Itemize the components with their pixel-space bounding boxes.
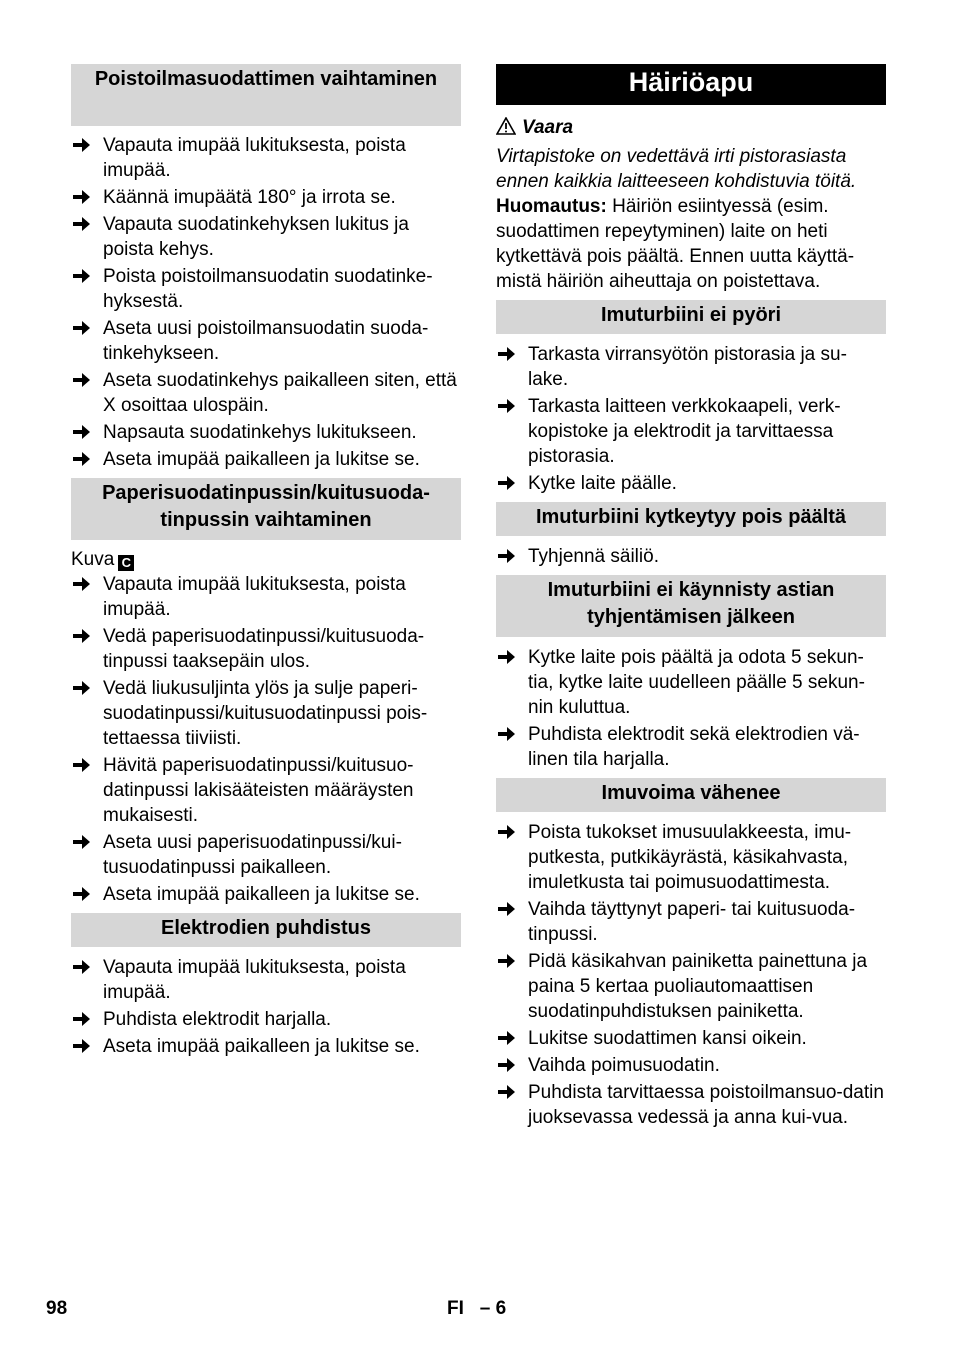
step-text: Aseta uusi paperisuodatinpussi/kui-tusuodatinpussi paikalleen. [103,832,402,878]
language-page-indicator: FI – 6 [447,1298,507,1319]
step-item [71,212,461,262]
step-item [496,471,886,496]
arrow-bullet-icon [73,268,91,284]
arrow-bullet-icon [73,576,91,592]
step-item [496,897,886,947]
step-text: Lukitse suodattimen kansi oikein. [528,1028,807,1049]
step-item [71,316,461,366]
step-item [71,420,461,445]
step-text: Vedä liukusuljinta ylös ja sulje paperi-suodatinpussi/kuitusuodatinpussi pois-tettaessa tiiviisti. [103,678,428,749]
exhaust-filter-steps [71,133,461,472]
step-item [496,645,886,720]
figure-reference: Kuva C [71,547,461,572]
electrode-steps [71,955,461,1059]
step-text: Tarkasta virransyötön pistorasia ja su-lake. [528,344,847,390]
step-item [71,955,461,1005]
arrow-bullet-icon [498,726,516,742]
step-item [496,1080,886,1130]
arrow-bullet-icon [73,834,91,850]
step-item [71,753,461,828]
step-text: Vapauta suodatinkehyksen lukitus ja poista kehys. [103,214,409,260]
step-item [71,572,461,622]
section-heading-suction-power-decreases: Imuvoima vähenee [496,778,886,812]
step-text: Aseta uusi poistoilmansuodatin suoda-tinkehykseen. [103,318,429,364]
arrow-bullet-icon [498,824,516,840]
arrow-bullet-icon [498,1084,516,1100]
arrow-bullet-icon [73,959,91,975]
step-item [71,133,461,183]
step-text: Vaihda täyttynyt paperi- tai kuitusuoda-tinpussi. [528,899,856,945]
arrow-bullet-icon [498,953,516,969]
step-text: Puhdista elektrodit sekä elektrodien vä-linen tila harjalla. [528,724,860,770]
arrow-bullet-icon [73,451,91,467]
arrow-bullet-icon [73,137,91,153]
note-paragraph: Huomautus: Häiriön esiintyessä (esim. suodattimen repeytyminen) laite on heti kytkettävä pois päältä. Ennen uutta käyttä-mistä häiriön aiheuttaja on poistettava. [496,196,855,292]
arrow-bullet-icon [73,628,91,644]
main-title-troubleshooting: Häiriöapu [496,64,886,105]
arrow-bullet-icon [73,424,91,440]
arrow-bullet-icon [73,1038,91,1054]
arrow-bullet-icon [498,1057,516,1073]
left-column [71,64,461,1061]
arrow-bullet-icon [73,680,91,696]
arrow-bullet-icon [73,216,91,232]
step-text: Pidä käsikahvan painiketta painettuna ja paina 5 kertaa puoliautomaattisen suodatinpuhdistuksen painiketta. [528,951,868,1022]
arrow-bullet-icon [498,548,516,564]
step-item [496,1053,886,1078]
warning-text: Virtapistoke on vedettävä irti pistorasiasta ennen kaikkia laitteeseen kohdistuvia töitä. [496,146,857,192]
arrow-bullet-icon [73,1011,91,1027]
step-text: Kytke laite päälle. [528,473,677,494]
section-heading-turbine-switches-off: Imuturbiini kytkeytyy pois päältä [496,502,886,536]
step-text: Puhdista tarvittaessa poistoilmansuo-datin juoksevassa vedessä ja anna kui-vua. [528,1082,884,1128]
step-item [71,830,461,880]
step-item [496,342,886,392]
step-text: Tyhjennä säiliö. [528,546,659,567]
step-text: Vedä paperisuodatinpussi/kuitusuoda-tinpussi taaksepäin ulos. [103,626,425,672]
step-text: Aseta imupää paikalleen ja lukitse se. [103,884,420,905]
arrow-bullet-icon [73,886,91,902]
step-item [71,1034,461,1059]
step-text: Puhdista elektrodit harjalla. [103,1009,332,1030]
step-item [496,394,886,469]
step-text: Tarkasta laitteen verkkokaapeli, verk-kopistoke ja elektrodit ja tarvittaessa pistorasia. [528,396,841,467]
figure-c-badge: C [118,555,134,571]
step-text: Käännä imupäätä 180° ja irrota se. [103,187,396,208]
step-text: Vapauta imupää lukituksesta, poista imupää. [103,574,406,620]
turbine-switches-off-steps [496,544,886,569]
step-text: Vapauta imupää lukituksesta, poista imupää. [103,135,406,181]
right-column [496,64,886,1132]
step-text: Aseta suodatinkehys paikalleen siten, että X osoittaa ulospäin. [103,370,457,416]
section-heading-exhaust-filter: Poistoilmasuodattimen vaihtaminen [71,64,461,126]
suction-power-steps [496,820,886,1130]
step-item [71,676,461,751]
turbine-not-running-steps [496,342,886,496]
section-heading-turbine-not-starting: Imuturbiini ei käynnisty astian tyhjentämisen jälkeen [496,575,886,637]
step-item [71,882,461,907]
step-item [496,722,886,772]
step-text: Vaihda poimusuodatin. [528,1055,720,1076]
step-item [71,447,461,472]
step-text: Napsauta suodatinkehys lukitukseen. [103,422,417,443]
warning-triangle-icon [496,117,516,135]
arrow-bullet-icon [73,320,91,336]
step-text: Aseta imupää paikalleen ja lukitse se. [103,1036,420,1057]
page-number: 98 [46,1298,68,1319]
arrow-bullet-icon [73,372,91,388]
step-text: Poista poistoilmansuodatin suodatinke-hyksestä. [103,266,433,312]
step-item [71,264,461,314]
arrow-bullet-icon [498,649,516,665]
step-text: Kytke laite pois päältä ja odota 5 sekun-tia, kytke laite uudelleen päälle 5 sekun-nin kuluttua. [528,647,865,718]
arrow-bullet-icon [498,346,516,362]
step-item [71,624,461,674]
step-item [496,544,886,569]
step-item [71,1007,461,1032]
section-heading-turbine-not-running: Imuturbiini ei pyöri [496,300,886,334]
section-heading-filter-bag: Paperisuodatinpussin/kuitusuoda-tinpussin vaihtaminen [71,478,461,540]
step-text: Vapauta imupää lukituksesta, poista imupää. [103,957,406,1003]
step-text: Poista tukokset imusuulakkeesta, imu-putkesta, putkikäyrästä, käsikahvasta, imuletkusta tai poimusuodattimesta. [528,822,852,893]
step-item [71,185,461,210]
arrow-bullet-icon [498,901,516,917]
arrow-bullet-icon [498,475,516,491]
arrow-bullet-icon [498,398,516,414]
step-item [496,1026,886,1051]
step-text: Hävitä paperisuodatinpussi/kuitusuo-datinpussi lakisääteisten määräysten mukaisesti. [103,755,414,826]
step-text: Aseta imupää paikalleen ja lukitse se. [103,449,420,470]
arrow-bullet-icon [498,1030,516,1046]
filter-bag-steps [71,572,461,907]
arrow-bullet-icon [73,757,91,773]
step-item [496,820,886,895]
step-item [496,949,886,1024]
section-heading-electrode-cleaning: Elektrodien puhdistus [71,913,461,947]
turbine-not-starting-steps [496,645,886,772]
arrow-bullet-icon [73,189,91,205]
step-item [71,368,461,418]
warning-heading: Vaara [496,115,886,140]
